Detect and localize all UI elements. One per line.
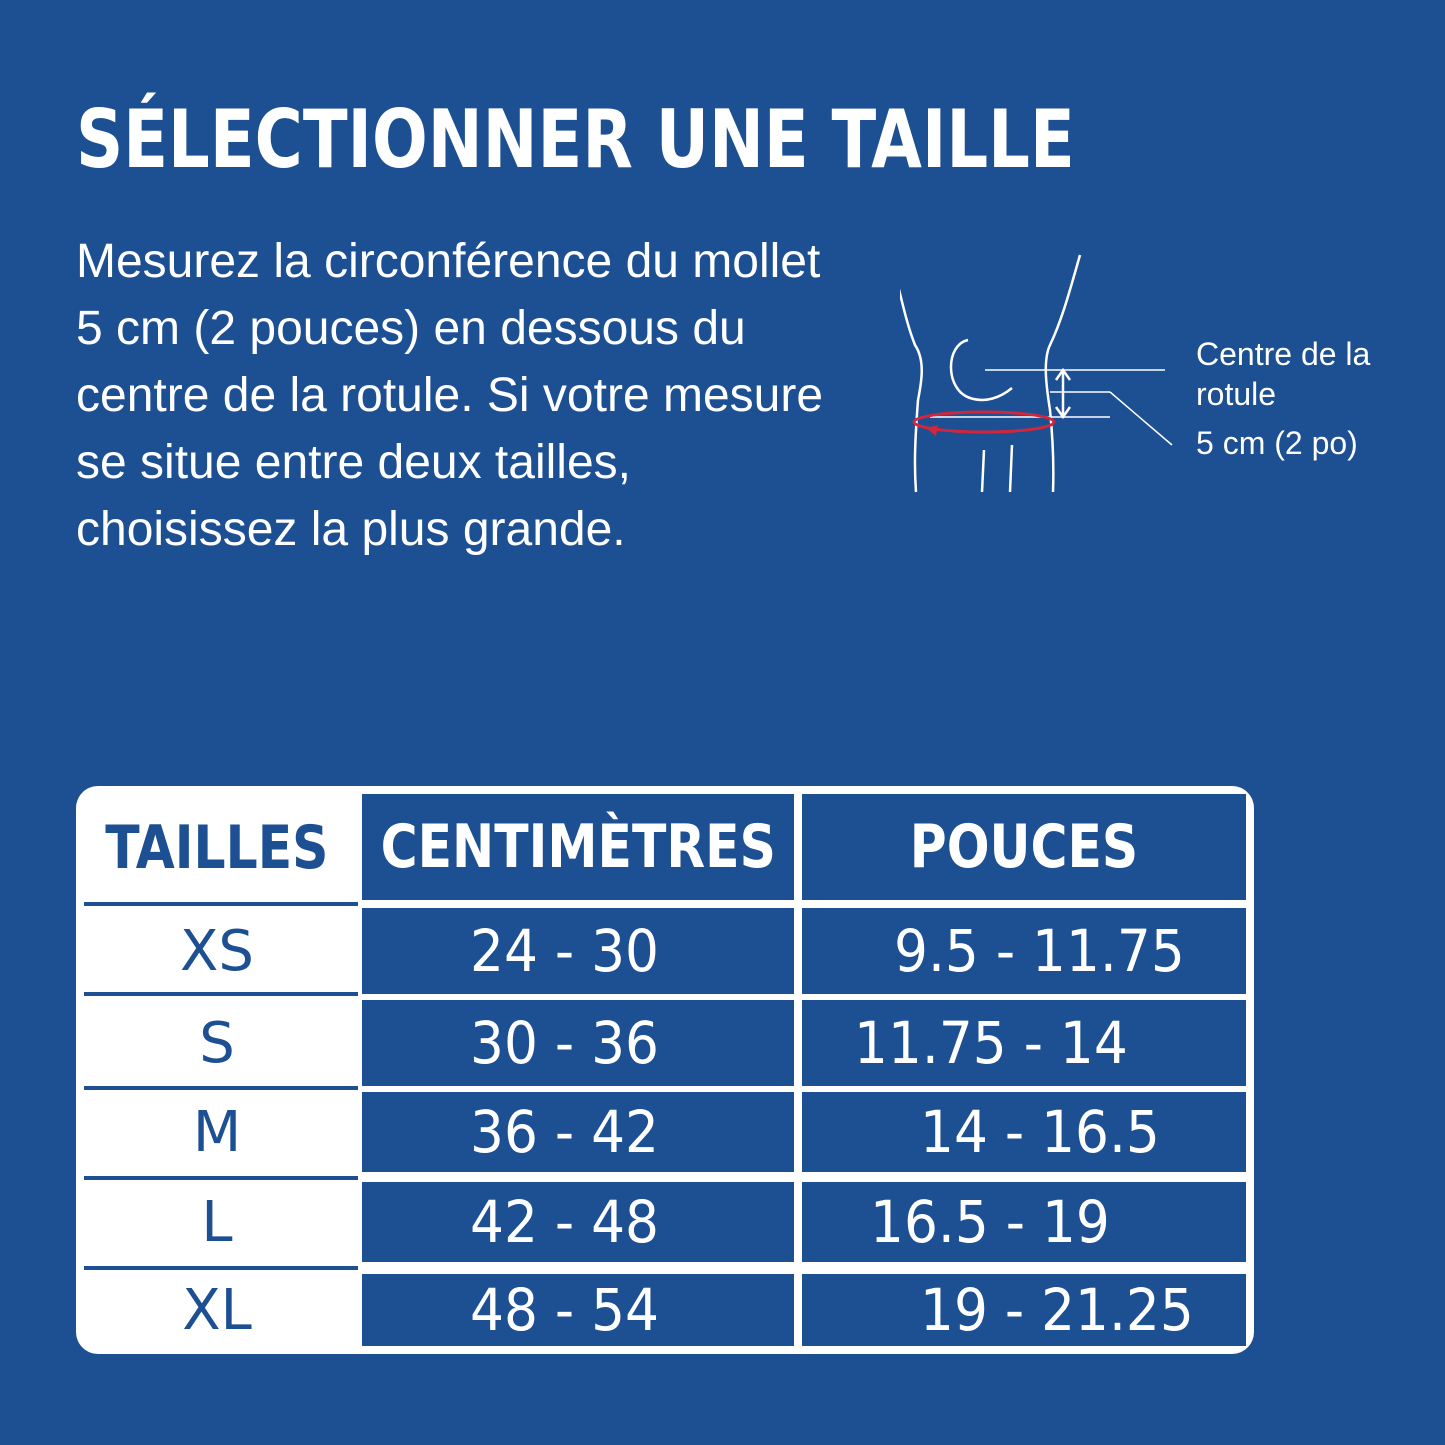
instructions-text: Mesurez la circonférence du mollet 5 cm (2 pouces) en dessous du centre de la rotule. Si votre mesure se situe entre deux tailles, choisissez la plus grande.: [76, 235, 824, 556]
inches-cell-s: 11.75 - 14: [802, 1000, 1246, 1086]
cm-cell-xl: 48 - 54: [362, 1274, 794, 1346]
size-cell-s: S: [199, 1010, 235, 1076]
cm-cell-l: 42 - 48: [362, 1182, 794, 1262]
header-inches: POUCES: [802, 794, 1246, 900]
cm-cell-s: 30 - 36: [362, 1000, 794, 1086]
size-cell-xl: XL: [182, 1277, 252, 1343]
page-title: SÉLECTIONNER UNE TAILLE: [76, 93, 1075, 186]
header-centimeters: CENTIMÈTRES: [362, 794, 794, 900]
row-divider: [84, 1176, 358, 1180]
inches-cell-xs: 9.5 - 11.75: [802, 908, 1246, 994]
inches-cell-m: 14 - 16.5: [802, 1092, 1246, 1172]
size-cell-m: M: [192, 1099, 242, 1165]
knee-measurement-diagram: [900, 250, 1200, 500]
inches-cell-l: 16.5 - 19: [802, 1182, 1246, 1262]
callout-distance: 5 cm (2 po): [1196, 425, 1358, 461]
callout-kneecap-line1: Centre de la: [1196, 336, 1371, 372]
cm-cell-xs: 24 - 30: [362, 908, 794, 994]
cm-cell-m: 36 - 42: [362, 1092, 794, 1172]
row-divider: [84, 1266, 358, 1270]
inches-cell-xl: 19 - 21.25: [802, 1274, 1246, 1346]
row-divider: [84, 902, 358, 906]
row-divider: [84, 1086, 358, 1090]
size-table: [76, 786, 1254, 1354]
size-cell-l: L: [201, 1189, 233, 1255]
row-divider: [84, 992, 358, 996]
callout-kneecap-line2: rotule: [1196, 376, 1277, 412]
size-cell-xs: XS: [180, 918, 254, 984]
callout-kneecap-center: [1196, 334, 1370, 414]
header-sizes: TAILLES: [105, 813, 329, 883]
